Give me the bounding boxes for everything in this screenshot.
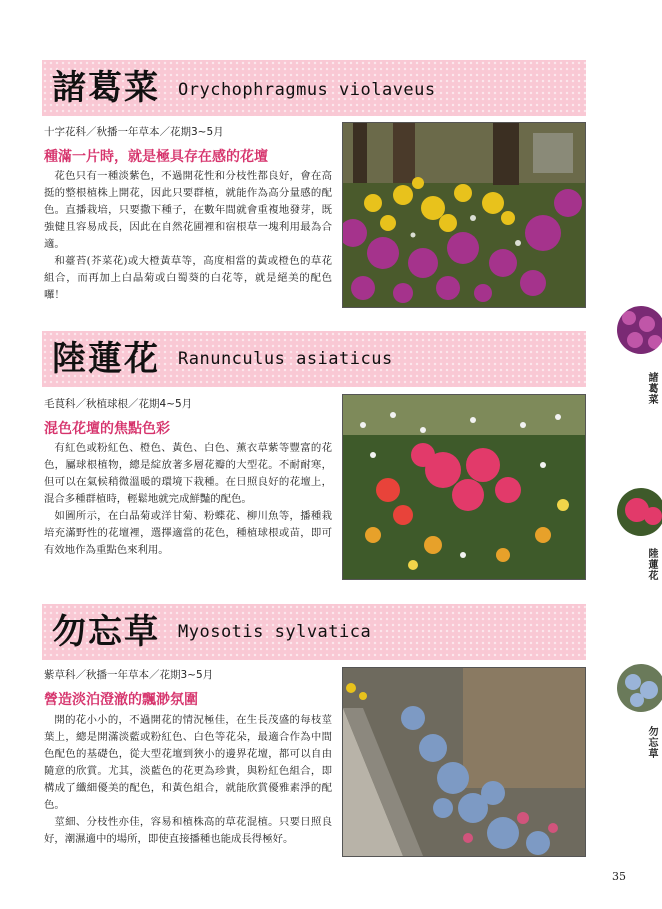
plant-meta: 十字花科／秋播一年草本／花期3~5月 <box>44 126 224 138</box>
section-title-latin: Orychophragmus violaveus <box>178 80 436 100</box>
section-banner <box>42 331 586 387</box>
side-label: 諸葛菜 <box>646 372 657 405</box>
body-paragraph: 花色只有一種淡紫色，不過開花性和分枝性都良好，會在高挺的整根植株上開花，因此只要群植，就能作為高分量感的配色。直播栽培，只要撒下種子，在數年間就會重複地發芽，既強健且容易成長，因此在自然花圃裡和宿根草一塊利用最為合適。 <box>44 170 332 250</box>
body-paragraph: 有紅色或粉紅色、橙色、黃色、白色、薰衣草紫等豐富的花色，屬球根植物，總是綻放著多層花瓣的大型花。不耐耐寒，但可以在氣候稍微溫暖的環境下栽種。在日照良好的花壇上，混合多種群植時，輕鬆地就完成鮮豔的配色。 <box>44 442 332 505</box>
plant-meta: 毛茛科／秋植球根／花期4~5月 <box>44 398 193 410</box>
section-banner <box>42 604 586 660</box>
section-title-chinese: 陸蓮花 <box>52 339 160 379</box>
plant-meta: 紫草科／秋播一年草本／花期3~5月 <box>44 669 214 681</box>
section-subtitle: 混色花壇的焦點色彩 <box>44 421 170 437</box>
thumbnail-orychophragmus <box>617 306 662 354</box>
thumbnail-myosotis <box>617 664 662 712</box>
section-title-chinese: 諸葛菜 <box>52 68 160 108</box>
photo-ranunculus <box>342 394 586 580</box>
section-subtitle: 種滿一片時，就是極具存在感的花壇 <box>44 149 268 165</box>
side-label: 陸蓮花 <box>646 548 657 581</box>
thumbnail-ranunculus <box>617 488 662 536</box>
body-paragraph: 莖細、分枝性亦佳，容易和植株高的草花混植。只要日照良好，潮濕適中的場所，即使直接播種也能成長得極好。 <box>44 816 332 845</box>
section-title-chinese: 勿忘草 <box>52 612 160 652</box>
section-body <box>44 168 332 304</box>
section-body <box>44 712 332 848</box>
page-number: 35 <box>612 870 626 883</box>
section-title-latin: Ranunculus asiaticus <box>178 349 393 369</box>
section-body <box>44 440 332 559</box>
body-paragraph: 如圖所示，在白晶菊或洋甘菊、粉蝶花、柳川魚等，播種栽培充滿野性的花壇裡，選擇適當的花色，種植球根或苗，即可有效地作為重點色來利用。 <box>44 510 332 556</box>
section-title-latin: Myosotis sylvatica <box>178 622 372 642</box>
body-paragraph: 開的花小小的，不過開花的情況極佳，在生長茂盛的每枝莖葉上，總是開滿淡藍或粉紅色、白色等花朵，最適合作為中間色配色的基礎色，從大型花壇到狹小的邊界花壇，都可以自由隨意的欣賞。尤其，淡藍色的花更為珍貴，與粉紅色組合，即構成了纖細優美的配色，和黃色組合，就能欣賞優雅素淨的配色。 <box>44 714 332 811</box>
section-subtitle: 營造淡泊澄澈的飄渺氛圍 <box>44 692 198 708</box>
photo-orychophragmus <box>342 122 586 308</box>
photo-myosotis <box>342 667 586 857</box>
section-banner <box>42 60 586 116</box>
side-label: 勿忘草 <box>646 726 657 759</box>
body-paragraph: 和薹苔(芥菜花)或大橙黃草等，高度相當的黃或橙色的草花組合，而再加上白晶菊或白蜀葵的白花等，就是絕美的配色囉！ <box>44 255 332 301</box>
